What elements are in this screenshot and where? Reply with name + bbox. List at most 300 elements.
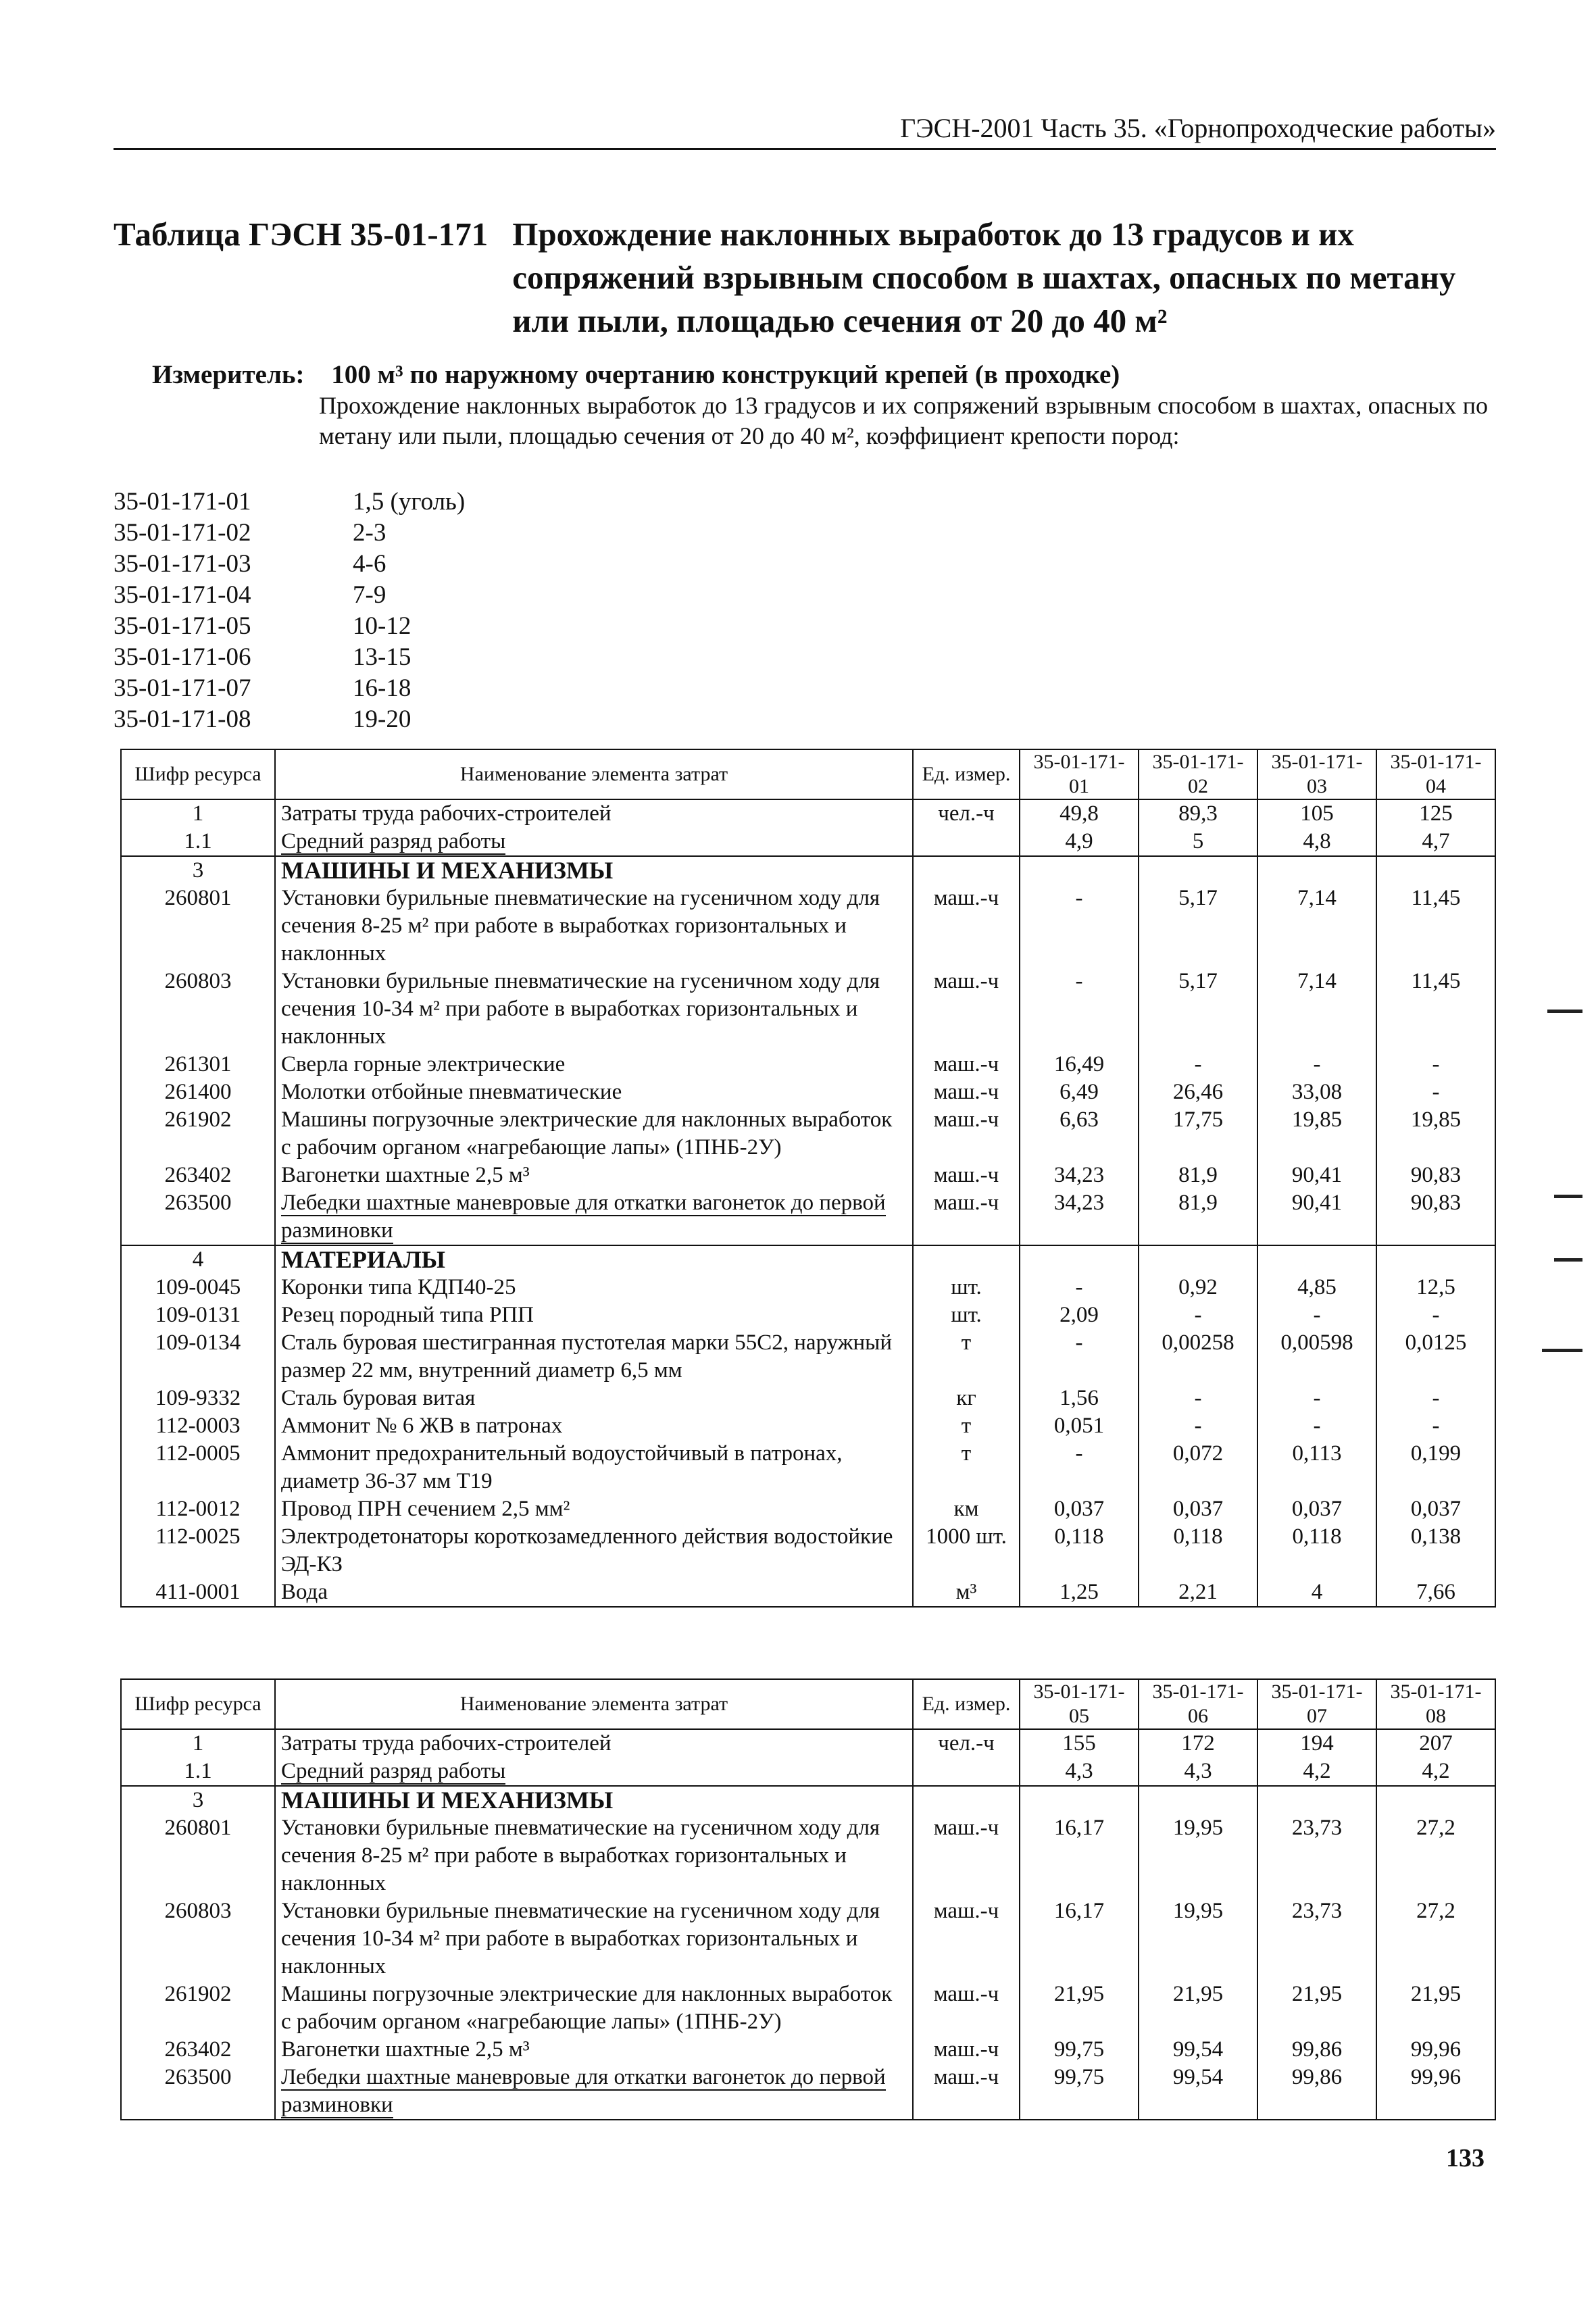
norm-value: - [1257,1051,1376,1078]
resource-code: 112-0025 [121,1523,275,1578]
resource-unit: маш.-ч [913,1162,1020,1189]
resource-code: 112-0005 [121,1440,275,1495]
resource-name-text: Сверла горные электрические [281,1052,566,1076]
resource-name-text: Установки бурильные пневматические на гусеничном ходу для сечения 10-34 м² при работе в выработках горизонтальных и наклонных [281,969,880,1049]
norm-value: 34,23 [1020,1162,1139,1189]
resource-code: 263402 [121,2036,275,2064]
norm-value: 90,83 [1376,1162,1495,1189]
table-row [121,2064,1495,2120]
norm-value: 21,95 [1020,1981,1139,2036]
table-row [121,1729,1495,1758]
resource-name-text: Провод ПРН сечением 2,5 мм² [281,1497,570,1521]
norm-value: 0,113 [1257,1440,1376,1495]
norm-value: - [1020,1440,1139,1495]
resource-unit [913,1758,1020,1786]
resource-name-text: МАШИНЫ И МЕХАНИЗМЫ [281,857,614,884]
resource-name-text: Аммонит № 6 ЖВ в патронах [281,1414,563,1438]
resource-table-1 [120,749,1496,1608]
resource-code: 261301 [121,1051,275,1078]
scan-mark [1554,1195,1582,1198]
resource-code: 4 [121,1245,275,1274]
resource-code: 109-0131 [121,1301,275,1329]
norm-value: 4,2 [1376,1758,1495,1786]
resource-name [275,1162,913,1189]
norm-value: 0,00258 [1139,1329,1257,1385]
norm-value: 5,17 [1139,968,1257,1051]
norm-value: 21,95 [1139,1981,1257,2036]
header-norm-code: 35-01-171-02 [1139,749,1257,799]
code-value: 19-20 [353,705,412,733]
resource-code: 263500 [121,1189,275,1245]
resource-code: 1 [121,799,275,828]
scan-mark [1547,1010,1582,1013]
resource-unit: маш.-ч [913,1814,1020,1897]
norm-value [1139,856,1257,885]
resource-unit: 1000 шт. [913,1523,1020,1578]
norm-value: 49,8 [1020,799,1139,828]
code-row [114,549,465,580]
norm-value: - [1020,885,1139,968]
resource-code: 263500 [121,2064,275,2120]
resource-name-text: Затраты труда рабочих-строителей [281,801,612,826]
header-norm-code: 35-01-171-07 [1257,1679,1376,1729]
resource-code: 3 [121,856,275,885]
norm-value: 11,45 [1376,968,1495,1051]
table-row [121,1078,1495,1106]
code-row [114,642,465,673]
norm-value: 4,8 [1257,828,1376,856]
norm-value: 0,118 [1257,1523,1376,1578]
resource-name [275,1106,913,1162]
resource-unit: маш.-ч [913,1051,1020,1078]
code-number: 35-01-171-07 [114,674,251,702]
resource-name [275,1729,913,1758]
code-value: 7-9 [353,581,386,609]
running-header: ГЭСН-2001 Часть 35. «Горнопроходческие работы» [114,112,1496,150]
norm-value: 4,3 [1020,1758,1139,1786]
norm-value: 5 [1139,828,1257,856]
norm-value: 19,85 [1257,1106,1376,1162]
resource-name [275,828,913,856]
norm-value [1139,1245,1257,1274]
resource-unit: чел.-ч [913,799,1020,828]
norm-value: 0,00598 [1257,1329,1376,1385]
table-row [121,1578,1495,1607]
code-number: 35-01-171-08 [114,705,251,733]
norm-value [1257,1245,1376,1274]
resource-name [275,1814,913,1897]
code-value: 16-18 [353,674,412,702]
norm-value: 99,75 [1020,2036,1139,2064]
norm-value: 16,17 [1020,1814,1139,1897]
resource-name-text: Затраты труда рабочих-строителей [281,1731,612,1756]
resource-name [275,2036,913,2064]
table-row [121,2036,1495,2064]
table-title [114,213,1496,343]
resource-name-text: Молотки отбойные пневматические [281,1080,622,1104]
resource-name [275,1758,913,1786]
norm-value: 0,037 [1139,1495,1257,1523]
resource-name-text: Установки бурильные пневматические на гусеничном ходу для сечения 8-25 м² при работе в выработках горизонтальных и наклонных [281,1816,880,1895]
resource-name [275,1981,913,2036]
resource-name-text: Машины погрузочные электрические для наклонных выработок с рабочим органом «нагребающие лапы» (1ПНБ-2У) [281,1982,893,2034]
table-row [121,1523,1495,1578]
resource-name [275,856,913,885]
resource-unit [913,828,1020,856]
table-row [121,1051,1495,1078]
norm-value: 90,41 [1257,1189,1376,1245]
header-norm-code: 35-01-171-01 [1020,749,1139,799]
table-row [121,1814,1495,1897]
resource-unit: т [913,1412,1020,1440]
resource-name [275,1329,913,1385]
norm-value: 81,9 [1139,1162,1257,1189]
norm-value: 0,037 [1257,1495,1376,1523]
norm-value: 5,17 [1139,885,1257,968]
norm-value: 99,75 [1020,2064,1139,2120]
norm-value: 1,25 [1020,1578,1139,1607]
resource-unit: маш.-ч [913,1981,1020,2036]
resource-name-text: Установки бурильные пневматические на гусеничном ходу для сечения 8-25 м² при работе в выработках горизонтальных и наклонных [281,886,880,966]
resource-unit: маш.-ч [913,885,1020,968]
code-number: 35-01-171-03 [114,550,251,578]
norm-value: - [1139,1301,1257,1329]
norm-value [1376,1245,1495,1274]
norm-value: 90,41 [1257,1162,1376,1189]
header-norm-code: 35-01-171-05 [1020,1679,1139,1729]
resource-unit [913,856,1020,885]
code-row [114,704,465,735]
resource-name [275,1301,913,1329]
resource-unit: маш.-ч [913,2036,1020,2064]
table-row [121,1329,1495,1385]
resource-name [275,1189,913,1245]
measure-label: Измеритель: [152,360,305,389]
norm-value: 6,63 [1020,1106,1139,1162]
norm-value: 0,118 [1139,1523,1257,1578]
norm-value: 0,051 [1020,1412,1139,1440]
resource-unit: шт. [913,1301,1020,1329]
norm-value: 99,54 [1139,2064,1257,2120]
resource-code: 260803 [121,968,275,1051]
resource-unit: маш.-ч [913,1189,1020,1245]
norm-value: 19,95 [1139,1897,1257,1981]
resource-name [275,968,913,1051]
resource-table-2 [120,1678,1496,2120]
norm-value: 81,9 [1139,1189,1257,1245]
resource-name [275,1786,913,1814]
norm-value: - [1020,1274,1139,1301]
code-row [114,518,465,549]
scan-mark [1554,1258,1582,1262]
table-row [121,1412,1495,1440]
resource-code: 109-9332 [121,1385,275,1412]
code-number: 35-01-171-01 [114,488,251,516]
code-row [114,487,465,518]
norm-value: 99,54 [1139,2036,1257,2064]
work-description: Прохождение наклонных выработок до 13 градусов и их сопряжений взрывным способом в шахтах, опасных по метану или пыли, площадью сечения от 20 до 40 м², коэффициент крепости пород: [319,392,1488,449]
resource-code: 260801 [121,885,275,968]
norm-value [1139,1786,1257,1814]
table-row [121,968,1495,1051]
norm-value: 0,072 [1139,1440,1257,1495]
norm-value: - [1376,1385,1495,1412]
table-row [121,885,1495,968]
norm-value: 7,14 [1257,885,1376,968]
resource-name [275,1245,913,1274]
norm-value: 89,3 [1139,799,1257,828]
header-unit: Ед. измер. [913,749,1020,799]
resource-unit: км [913,1495,1020,1523]
norm-value: 4,9 [1020,828,1139,856]
norm-value: - [1020,968,1139,1051]
code-list [114,487,465,735]
norm-value: - [1376,1051,1495,1078]
norm-value: 6,49 [1020,1078,1139,1106]
header-code: Шифр ресурса [121,1679,275,1729]
resource-unit: шт. [913,1274,1020,1301]
header-norm-code: 35-01-171-04 [1376,749,1495,799]
resource-code: 261400 [121,1078,275,1106]
norm-value: - [1376,1301,1495,1329]
norm-value: 0,92 [1139,1274,1257,1301]
norm-value: 172 [1139,1729,1257,1758]
code-value: 4-6 [353,550,386,578]
header-name: Наименование элемента затрат [275,749,913,799]
norm-value: - [1139,1385,1257,1412]
header-code: Шифр ресурса [121,749,275,799]
resource-name [275,2064,913,2120]
norm-value: 155 [1020,1729,1139,1758]
norm-value: 17,75 [1139,1106,1257,1162]
resource-code: 260803 [121,1897,275,1981]
table-row [121,1301,1495,1329]
code-value: 2-3 [353,519,386,547]
table-row [121,1189,1495,1245]
resource-name-text: Сталь буровая витая [281,1386,476,1410]
code-number: 35-01-171-05 [114,612,251,640]
norm-value: 19,95 [1139,1814,1257,1897]
measure-line [152,359,1120,390]
resource-code: 411-0001 [121,1578,275,1607]
norm-value: 7,14 [1257,968,1376,1051]
measure-value: 100 м³ по наружному очертанию конструкций крепей (в проходке) [331,360,1120,389]
code-number: 35-01-171-02 [114,519,251,547]
resource-name [275,1412,913,1440]
norm-value: 19,85 [1376,1106,1495,1162]
resource-code: 260801 [121,1814,275,1897]
norm-value: 4,85 [1257,1274,1376,1301]
resource-name-text: Вагонетки шахтные 2,5 м³ [281,2037,530,2062]
resource-unit: маш.-ч [913,968,1020,1051]
resource-name-text: Сталь буровая шестигранная пустотелая марки 55С2, наружный размер 22 мм, внутренний диаметр 6,5 мм [281,1330,893,1383]
resource-code: 1.1 [121,828,275,856]
resource-code: 263402 [121,1162,275,1189]
norm-value: 27,2 [1376,1814,1495,1897]
table-title-text: Прохождение наклонных выработок до 13 градусов и их сопряжений взрывным способом в шахтах, опасных по метану или пыли, площадью сечения от 20 до 40 м² [512,216,1456,339]
resource-name [275,1495,913,1523]
resource-unit: м³ [913,1578,1020,1607]
table-row [121,1495,1495,1523]
code-value: 10-12 [353,612,412,640]
norm-value: 21,95 [1376,1981,1495,2036]
header-norm-code: 35-01-171-03 [1257,749,1376,799]
table-row [121,1162,1495,1189]
norm-value [1257,1786,1376,1814]
norm-value: 0,199 [1376,1440,1495,1495]
resource-unit: маш.-ч [913,1078,1020,1106]
resource-name [275,1051,913,1078]
norm-value: 194 [1257,1729,1376,1758]
resource-name-text: Резец породный типа РПП [281,1303,534,1327]
resource-name-text: Вагонетки шахтные 2,5 м³ [281,1163,530,1187]
norm-value: 2,21 [1139,1578,1257,1607]
table-title-lead: Таблица ГЭСН 35-01-171 [114,216,489,253]
resource-unit [913,1786,1020,1814]
norm-value [1376,856,1495,885]
norm-value: 33,08 [1257,1078,1376,1106]
resource-name-text: Установки бурильные пневматические на гусеничном ходу для сечения 10-34 м² при работе в выработках горизонтальных и наклонных [281,1899,880,1978]
norm-value: 11,45 [1376,885,1495,968]
norm-value [1376,1786,1495,1814]
resource-unit: т [913,1329,1020,1385]
resource-code: 261902 [121,1981,275,2036]
norm-value: 4,7 [1376,828,1495,856]
header-norm-code: 35-01-171-08 [1376,1679,1495,1729]
resource-unit: маш.-ч [913,2064,1020,2120]
resource-name-text: Вода [281,1580,328,1604]
norm-value: 99,86 [1257,2036,1376,2064]
code-row [114,673,465,704]
resource-code: 112-0012 [121,1495,275,1523]
code-number: 35-01-171-04 [114,581,251,609]
table-row [121,1245,1495,1274]
norm-value [1020,1245,1139,1274]
resource-name [275,1078,913,1106]
resource-name [275,1897,913,1981]
resource-name [275,1385,913,1412]
resource-name-text: Аммонит предохранительный водоустойчивый в патронах, диаметр 36-37 мм Т19 [281,1441,843,1493]
resource-name [275,1578,913,1607]
resource-code: 1 [121,1729,275,1758]
resource-name-text: Лебедки шахтные маневровые для откатки вагонеток до первой разминовки [281,1191,886,1243]
norm-value: 23,73 [1257,1897,1376,1981]
scan-mark [1542,1349,1582,1352]
resource-name-text: Средний разряд работы [281,829,506,853]
code-number: 35-01-171-06 [114,643,251,671]
table-row [121,1897,1495,1981]
norm-value: 4,3 [1139,1758,1257,1786]
header-unit: Ед. измер. [913,1679,1020,1729]
header-norm-code: 35-01-171-06 [1139,1679,1257,1729]
norm-value: - [1376,1412,1495,1440]
resource-unit: маш.-ч [913,1106,1020,1162]
table-row [121,1981,1495,2036]
resource-name [275,1523,913,1578]
code-value: 13-15 [353,643,412,671]
norm-value: 0,037 [1020,1495,1139,1523]
norm-value: 0,138 [1376,1523,1495,1578]
resource-unit: т [913,1440,1020,1495]
table-row [121,1758,1495,1786]
table-row [121,856,1495,885]
norm-value: 21,95 [1257,1981,1376,2036]
resource-code: 109-0134 [121,1329,275,1385]
norm-value: - [1376,1078,1495,1106]
resource-name-text: МАШИНЫ И МЕХАНИЗМЫ [281,1787,614,1814]
resource-name [275,799,913,828]
norm-value: 207 [1376,1729,1495,1758]
table-row [121,1274,1495,1301]
norm-value: 125 [1376,799,1495,828]
norm-value: 0,0125 [1376,1329,1495,1385]
norm-value [1020,856,1139,885]
norm-value: 26,46 [1139,1078,1257,1106]
resource-unit: чел.-ч [913,1729,1020,1758]
norm-value: - [1257,1412,1376,1440]
resource-name-text: Коронки типа КДП40-25 [281,1275,516,1299]
resource-name [275,1274,913,1301]
resource-unit [913,1245,1020,1274]
norm-value: 99,96 [1376,2064,1495,2120]
norm-value: 27,2 [1376,1897,1495,1981]
norm-value [1257,856,1376,885]
norm-value: - [1139,1412,1257,1440]
norm-value: 12,5 [1376,1274,1495,1301]
resource-name-text: Машины погрузочные электрические для наклонных выработок с рабочим органом «нагребающие лапы» (1ПНБ-2У) [281,1107,893,1160]
norm-value: 99,86 [1257,2064,1376,2120]
resource-name-text: МАТЕРИАЛЫ [281,1246,445,1273]
resource-name [275,1440,913,1495]
code-row [114,580,465,611]
resource-name [275,885,913,968]
table-row [121,1786,1495,1814]
resource-code: 109-0045 [121,1274,275,1301]
code-value: 1,5 (уголь) [353,488,466,516]
resource-code: 261902 [121,1106,275,1162]
norm-value: 1,56 [1020,1385,1139,1412]
table-row [121,1106,1495,1162]
norm-value: 23,73 [1257,1814,1376,1897]
table-row [121,1440,1495,1495]
table-row [121,799,1495,828]
header-name: Наименование элемента затрат [275,1679,913,1729]
table-row [121,828,1495,856]
norm-value: 0,118 [1020,1523,1139,1578]
norm-value: 16,49 [1020,1051,1139,1078]
page-number: 133 [1446,2144,1485,2172]
resource-name-text: Лебедки шахтные маневровые для откатки вагонеток до первой разминовки [281,2065,886,2117]
resource-code: 112-0003 [121,1412,275,1440]
norm-value: 99,96 [1376,2036,1495,2064]
norm-value: - [1257,1385,1376,1412]
norm-value: 16,17 [1020,1897,1139,1981]
norm-value: 4,2 [1257,1758,1376,1786]
norm-value: 7,66 [1376,1578,1495,1607]
code-row [114,611,465,642]
norm-value: - [1020,1329,1139,1385]
resource-code: 1.1 [121,1758,275,1786]
table-row [121,1385,1495,1412]
norm-value: 2,09 [1020,1301,1139,1329]
norm-value [1020,1786,1139,1814]
resource-name-text: Средний разряд работы [281,1759,506,1783]
norm-value: - [1257,1301,1376,1329]
resource-unit: кг [913,1385,1020,1412]
resource-unit: маш.-ч [913,1897,1020,1981]
resource-code: 3 [121,1786,275,1814]
norm-value: - [1139,1051,1257,1078]
